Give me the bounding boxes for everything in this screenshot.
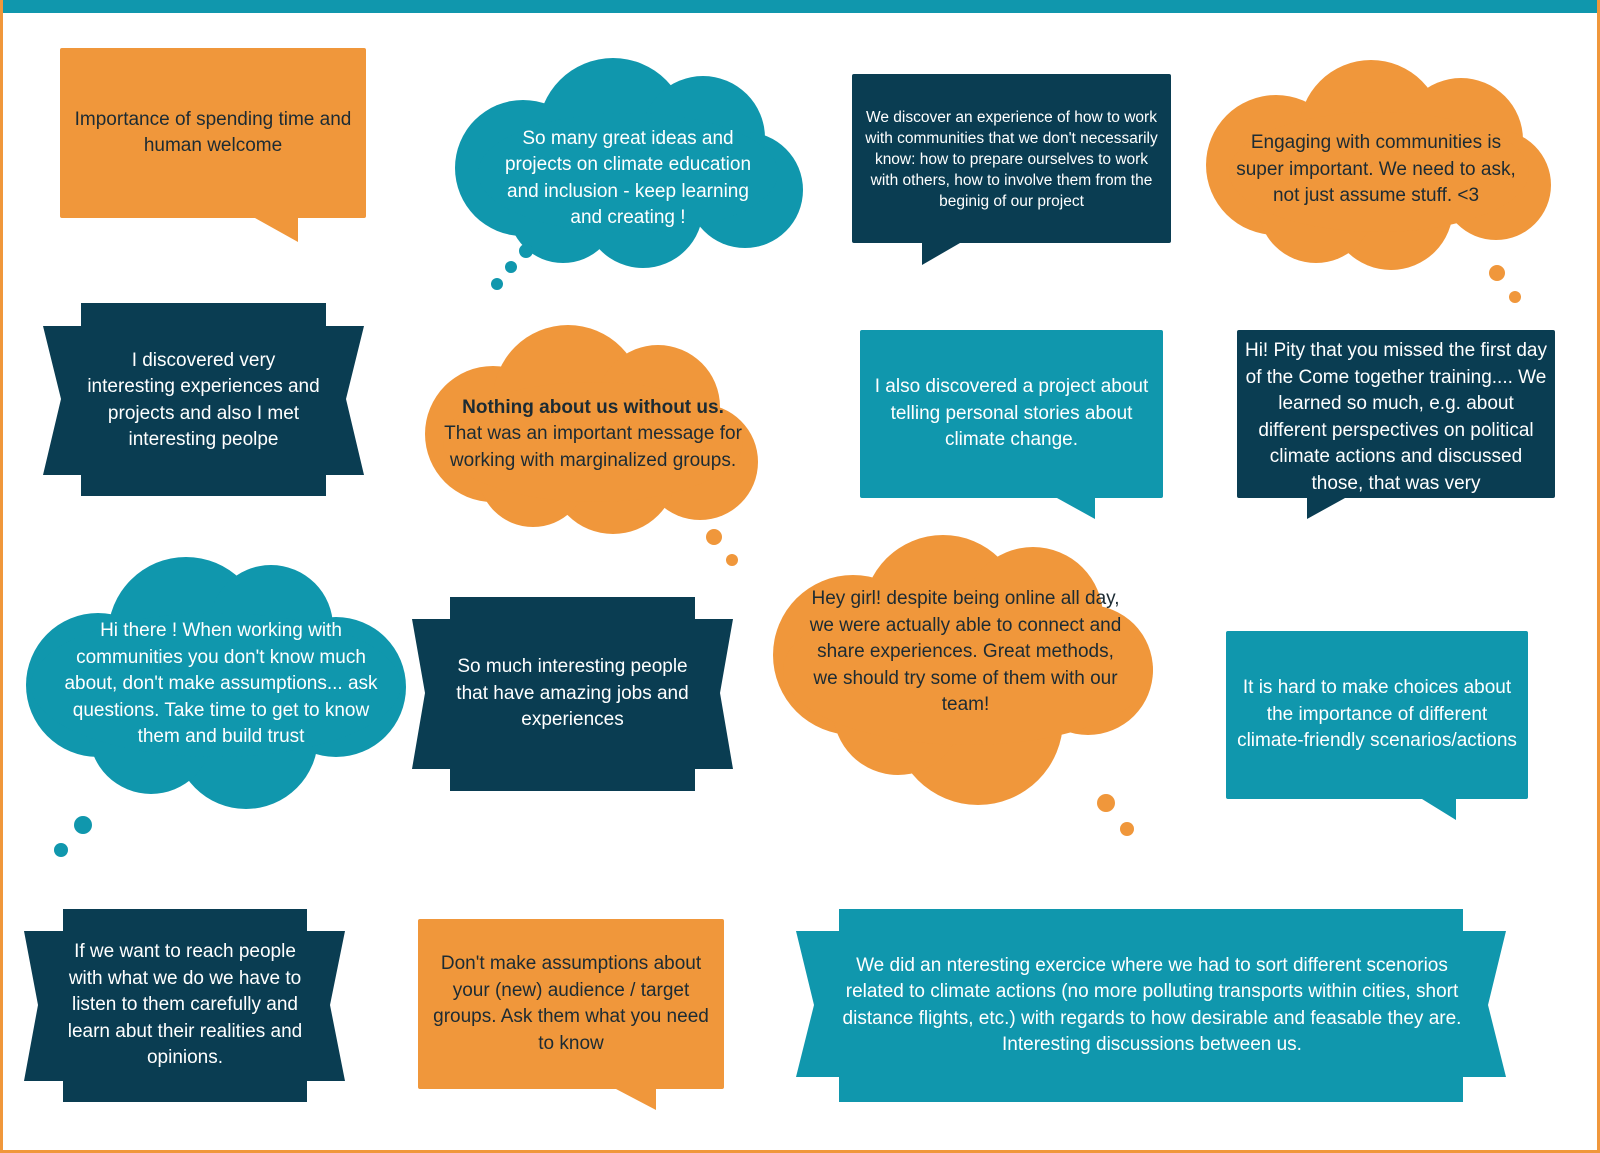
note-orange-cloud-1 [1201, 60, 1561, 310]
note-text: It is hard to make choices about the importance of different climate-friendly scenarios/actions [1237, 677, 1517, 752]
note-navy-banner-1 [41, 303, 366, 496]
note-orange-cloud-2 [418, 322, 778, 572]
note-text: Hey girl! despite being online all day, we were actually able to connect and share experiences. Great methods, we should try some of them with our team! [809, 588, 1122, 716]
note-navy-banner-2 [410, 597, 735, 791]
note-navy-speech-1 [852, 74, 1171, 266]
note-text: Engaging with communities is super important. We need to ask, not just assume stuff. <3 [1236, 132, 1516, 207]
note-text: That was an important message for working with marginalized groups. [444, 423, 742, 471]
note-teal-banner-1 [796, 909, 1508, 1102]
note-orange-speech-2 [418, 919, 724, 1111]
note-teal-speech-2 [1226, 631, 1528, 821]
note-teal-speech-1 [860, 330, 1163, 520]
note-text: If we want to reach people with what we do we have to listen to them carefully and learn abut their realities and opinions. [67, 941, 303, 1069]
note-text: Hi there ! When working with communities you don't know much about, don't make assumptions... ask questions. Take time to get to know them and build trust [64, 620, 378, 748]
note-teal-cloud-1 [453, 58, 813, 298]
note-teal-cloud-2 [16, 557, 416, 867]
note-bold-heading: Nothing about us without us. [462, 396, 724, 418]
note-text: Hi! Pity that you missed the first day of the Come together training.... We learned so much, e.g. about different perspectives on political climate actions and discussed those, that was very [1244, 340, 1547, 494]
note-text: So much interesting people that have amazing jobs and experiences [456, 656, 689, 731]
note-text: I also discovered a project about telling personal stories about climate change. [874, 376, 1149, 451]
note-navy-speech-2 [1237, 330, 1555, 520]
note-text: Don't make assumptions about your (new) audience / target groups. Ask them what you need to know [433, 953, 709, 1054]
note-text: So many great ideas and projects on climate education and inclusion - keep learning and creating ! [504, 127, 752, 228]
note-text: I discovered very interesting experiences and projects and also I met interesting peolpe [87, 349, 320, 450]
note-text: We discover an experience of how to work with communities that we don't necessarily know: how to prepare ourselves to work with others, how to involve them from the beginig of our project [865, 109, 1158, 210]
note-text: We did an nteresting exercice where we had to sort different scenorios related to climate actions (no more polluting transports within cities, short distance flights, etc.) with regards to how desirable and feasable they are. Interesting discussions between us. [842, 954, 1462, 1055]
note-text: Importance of spending time and human welcome [74, 108, 352, 156]
top-bar [3, 0, 1597, 13]
note-orange-speech-1 [60, 48, 366, 243]
note-navy-banner-3 [23, 909, 346, 1102]
note-orange-cloud-3 [768, 535, 1178, 840]
